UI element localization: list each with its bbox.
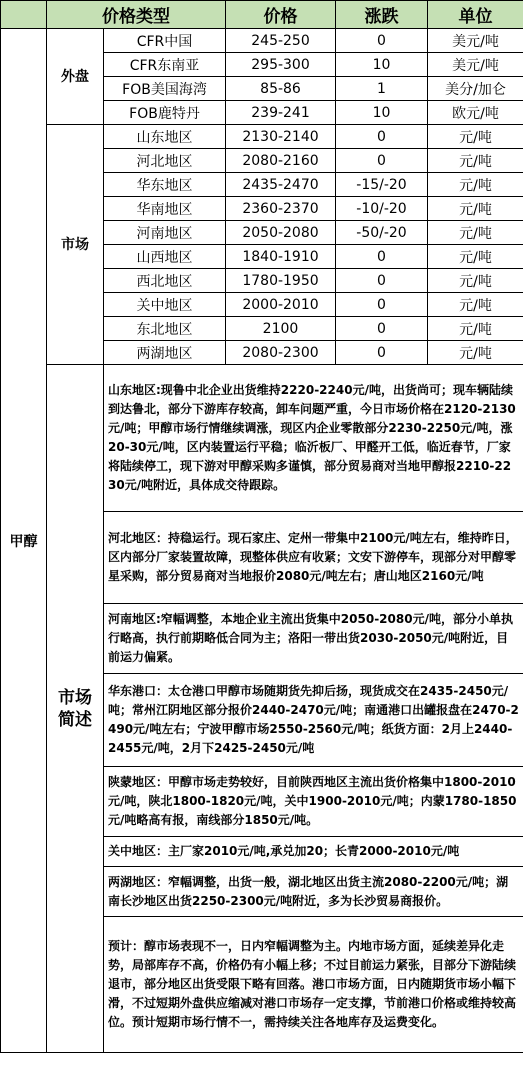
item-price: 2000-2010 [226,293,336,317]
item-change: 0 [336,29,428,53]
summary-note: 两湖地区：窄幅调整，出货一般，湖北地区出货主流2080-2200元/吨；湖南长沙地区出货2250-2300元/吨附近，多为长沙贸易商报价。 [104,867,523,917]
summary-note: 河南地区:窄幅调整，本地企业主流出货集中2050-2080元/吨，部分小单执行略高，执行前期略低合同为主；洛阳一带出货2030-2050元/吨附近，目前运力偏紧。 [104,604,523,674]
header-change: 涨跌 [336,1,428,29]
item-unit: 元/吨 [428,125,523,149]
item-change: -50/-20 [336,221,428,245]
header-row [1,1,523,29]
item-price: 239-241 [226,101,336,125]
item-unit: 元/吨 [428,221,523,245]
summary-note: 河北地区：持稳运行。现石家庄、定州一带集中2100元/吨左右，维持昨日，区内部分厂家装置故障，现整体供应有收紧；文安下游停车，现部分对甲醇零星采购，部分贸易商对当地报价2080元/吨左右；唐山地区2160元/吨 [104,512,523,604]
item-name: 河北地区 [104,149,226,173]
table-row [1,29,523,53]
item-change: 10 [336,53,428,77]
item-unit: 欧元/吨 [428,101,523,125]
item-name: FOB美国海湾 [104,77,226,101]
item-change: 0 [336,125,428,149]
item-change: 0 [336,269,428,293]
item-unit: 元/吨 [428,173,523,197]
summary-note: 预计：醇市场表现不一，日内窄幅调整为主。内地市场方面，延续差异化走势，局部库存不高，价格仍有小幅上移；不过目前运力紧张，目部分下游陆续退市，部分地区出货受限下略有回落。港口市场方面，日内随期货市场小幅下滑，不过短期外盘供应缩减对港口市场存一定支撑，节前港口价格或维持较高位。预计短期市场行情不一，需持续关注各地库存及运费变化。 [104,917,523,1053]
item-unit: 元/吨 [428,149,523,173]
item-change: 0 [336,293,428,317]
item-price: 85-86 [226,77,336,101]
summary-note: 关中地区：主厂家2010元/吨,承兑加20；长青2000-2010元/吨 [104,837,523,867]
item-unit: 元/吨 [428,317,523,341]
item-unit: 元/吨 [428,341,523,365]
item-name: 东北地区 [104,317,226,341]
item-name: FOB鹿特丹 [104,101,226,125]
item-change: 0 [336,341,428,365]
item-name: 山东地区 [104,125,226,149]
item-change: 0 [336,149,428,173]
item-name: 关中地区 [104,293,226,317]
summary-label-text: 市场简述 [58,687,92,730]
item-change: 1 [336,77,428,101]
market-label: 市场 [47,125,104,365]
item-unit: 美元/吨 [428,53,523,77]
item-price: 2100 [226,317,336,341]
item-name: 华东地区 [104,173,226,197]
header-blank [1,1,47,29]
item-price: 2130-2140 [226,125,336,149]
summary-note: 陕蒙地区：甲醇市场走势较好，目前陕西地区主流出货价格集中1800-2010元/吨，陕北1800-1820元/吨，关中1900-2010元/吨；内蒙1780-1850元/吨略高有报，南线部分1850元/吨。 [104,767,523,837]
item-change: -10/-20 [336,197,428,221]
item-price: 2080-2300 [226,341,336,365]
item-price: 2050-2080 [226,221,336,245]
item-unit: 元/吨 [428,197,523,221]
item-unit: 美分/加仑 [428,77,523,101]
item-name: CFR中国 [104,29,226,53]
header-type: 价格类型 [47,1,226,29]
item-unit: 元/吨 [428,245,523,269]
item-unit: 美元/吨 [428,29,523,53]
item-price: 2080-2160 [226,149,336,173]
item-change: -15/-20 [336,173,428,197]
item-unit: 元/吨 [428,269,523,293]
item-unit: 元/吨 [428,293,523,317]
item-name: 两湖地区 [104,341,226,365]
item-name: 西北地区 [104,269,226,293]
item-price: 295-300 [226,53,336,77]
item-price: 1780-1950 [226,269,336,293]
item-change: 0 [336,317,428,341]
summary-note: 山东地区:现鲁中北企业出货维持2220-2240元/吨，出货尚可；现车辆陆续到达鲁北，部分下游库存较高，卸车问题严重，今日市场价格在2120-2130元/吨；甲醇市场行情继续调涨，现区内企业零散部分2230-2250元/吨，涨20-30元/吨，区内装置运行平稳；临沂板厂、甲醛开工低，临近春节，厂家将陆续停工，现下游对甲醇采购多谨慎，部分贸易商对当地甲醇报2210-2230元/吨附近，具体成交待跟踪。 [104,365,523,512]
item-price: 2360-2370 [226,197,336,221]
item-name: 山西地区 [104,245,226,269]
summary-note: 华东港口：太仓港口甲醇市场随期货先抑后扬，现货成交在2435-2450元/吨；常州江阴地区部分报价2440-2470元/吨；南通港口出罐报盘在2470-2490元/吨左右；宁波甲醇市场2550-2560元/吨；纸货方面：2月上2440-2455元/吨，2月下2425-2450元/吨 [104,674,523,767]
category-label: 甲醇 [1,29,47,1053]
table-row [1,125,523,149]
item-change: 0 [336,245,428,269]
item-price: 2435-2470 [226,173,336,197]
item-change: 10 [336,101,428,125]
foreign-label: 外盘 [47,29,104,125]
item-price: 245-250 [226,29,336,53]
header-price: 价格 [226,1,336,29]
summary-row [1,365,523,512]
item-name: 华南地区 [104,197,226,221]
summary-label [47,365,104,1053]
header-unit: 单位 [428,1,523,29]
item-name: CFR东南亚 [104,53,226,77]
item-price: 1840-1910 [226,245,336,269]
item-name: 河南地区 [104,221,226,245]
